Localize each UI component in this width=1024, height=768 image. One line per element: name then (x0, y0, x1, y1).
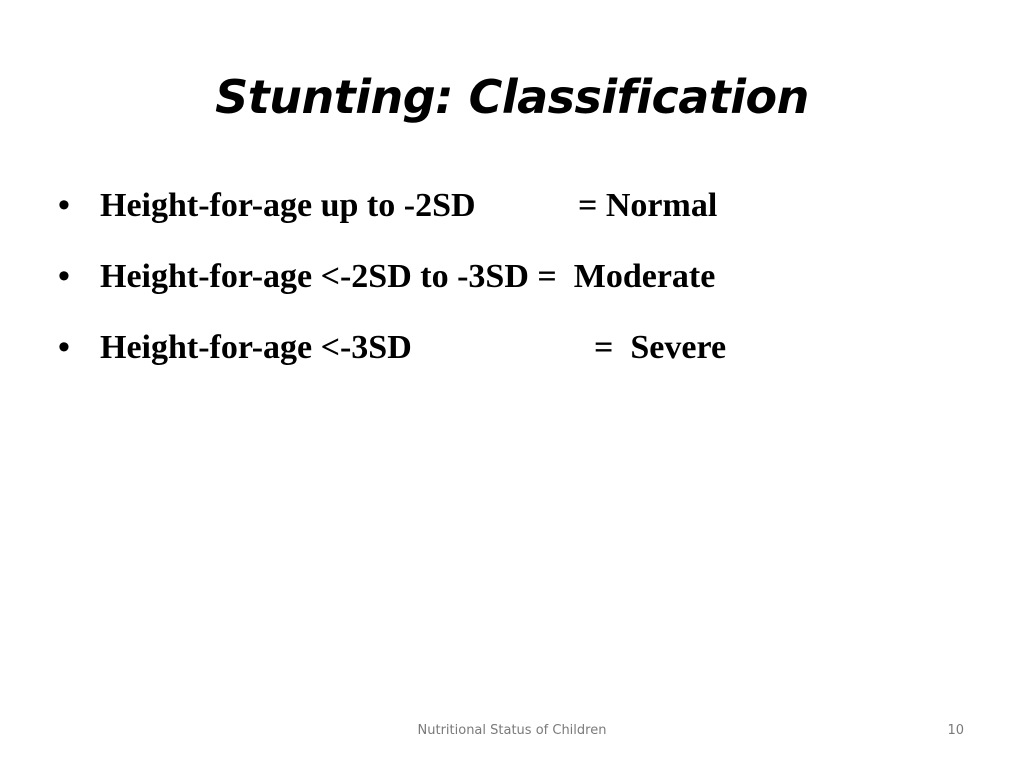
bullet-item (58, 257, 978, 328)
bullet-result: = Moderate (528, 258, 716, 295)
bullet-result: = Normal (578, 187, 718, 224)
bullet-result: = Severe (594, 329, 727, 366)
slide-title: Stunting: Classification (215, 70, 809, 124)
bullet-marker: • (58, 257, 70, 295)
bullet-list (58, 186, 978, 399)
bullet-item (58, 186, 978, 257)
bullet-text: Height-for-age <-2SD to -3SD (100, 258, 529, 295)
bullet-marker: • (58, 186, 70, 224)
page-number: 10 (947, 723, 964, 738)
bullet-text: Height-for-age up to -2SD (100, 187, 476, 224)
bullet-text: Height-for-age <-3SD (100, 329, 412, 366)
slide-footer: Nutritional Status of Children (417, 723, 607, 738)
bullet-item (58, 328, 978, 399)
bullet-marker: • (58, 328, 70, 366)
